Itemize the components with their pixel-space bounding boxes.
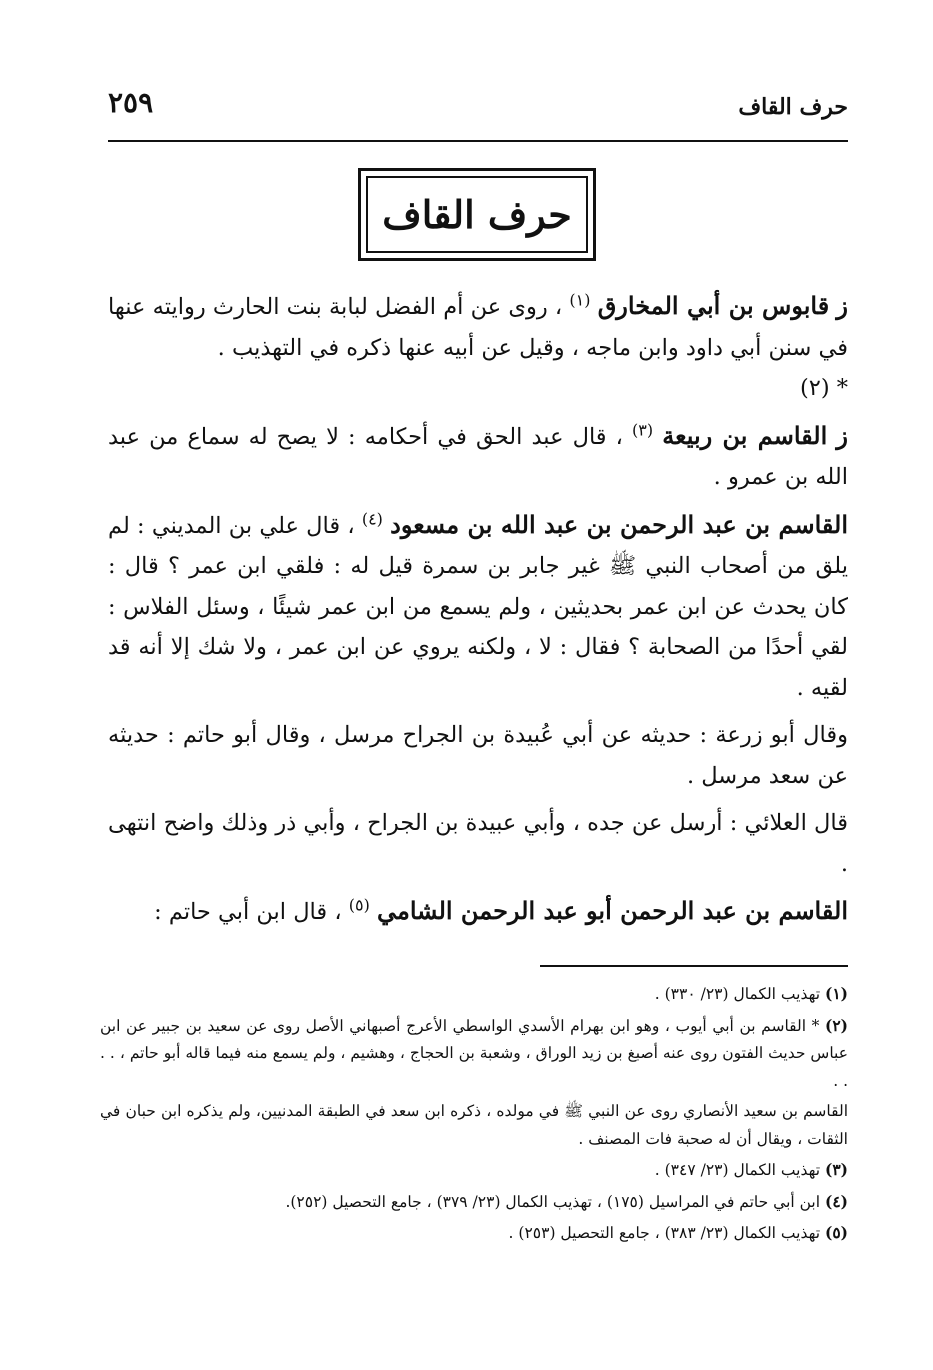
footnote-number: (٥) xyxy=(824,1223,848,1242)
paragraph-alaai xyxy=(108,803,848,884)
entry-text: قال العلائي : أرسل عن جده ، وأبي عبيدة بن الجراح ، وأبي ذر وذلك واضح انتهى . xyxy=(108,810,848,877)
entry-text: ، قال عبد الحق في أحكامه : لا يصح له سماع من عبد الله بن عمرو . xyxy=(108,423,848,490)
entry-qabus xyxy=(108,286,848,409)
entry-head: القاسم بن عبد الرحمن أبو عبد الرحمن الشامي xyxy=(377,896,848,925)
entry-qasim-shami xyxy=(108,891,848,933)
main-text xyxy=(108,286,848,940)
footnote-text: تهذيب الكمال (٢٣/ ٣٨٣) ، جامع التحصيل (٢٥٣) . xyxy=(508,1224,821,1242)
chapter-title: حرف القاف xyxy=(366,176,588,253)
footnote-number: (٢) xyxy=(824,1015,848,1035)
footnote-ref: (٣) xyxy=(632,420,654,439)
footnote xyxy=(100,1098,848,1153)
footnote xyxy=(100,1012,848,1096)
chapter-title-frame xyxy=(358,168,596,261)
footnote xyxy=(100,980,848,1009)
footnote-text: تهذيب الكمال (٢٣/ ٣٣٠) . xyxy=(654,985,821,1003)
entry-head: قابوس بن أبي المخارق xyxy=(597,291,830,320)
footnote xyxy=(100,1156,848,1185)
running-title: حرف القاف xyxy=(738,94,848,120)
footnote-ref-star: * (٢) xyxy=(799,375,848,401)
entry-qasim-rabia xyxy=(108,416,848,498)
entry-head: القاسم بن ربيعة xyxy=(662,420,828,450)
footnotes xyxy=(100,980,848,1251)
footnote-number: (٤) xyxy=(824,1191,848,1211)
page-header xyxy=(108,86,848,136)
entry-head: القاسم بن عبد الرحمن بن عبد الله بن مسعود xyxy=(390,509,849,539)
footnote-ref: (٥) xyxy=(348,895,370,915)
entry-prefix: ز xyxy=(836,420,848,450)
footnote-ref: (١) xyxy=(569,290,591,310)
footnote-number: (٣) xyxy=(824,1160,848,1179)
entry-text: ، روى عن أم الفضل لبابة بنت الحارث روايته عنها في سنن أبي داود وابن ماجه ، وقيل عن أبيه عنها ذكره في التهذيب . xyxy=(108,294,848,361)
footnote-number: (١) xyxy=(824,984,848,1003)
footnote-ref: (٤) xyxy=(361,509,383,528)
header-rule xyxy=(108,140,848,142)
entry-text: وقال أبو زرعة : حديثه عن أبي عُبيدة بن الجراح مرسل ، وقال أبو حاتم : حديثه عن سعد مرسل . xyxy=(108,722,848,789)
footnote-separator xyxy=(540,965,848,967)
footnote-text: ابن أبي حاتم في المراسيل (١٧٥) ، تهذيب الكمال (٢٣/ ٣٧٩) ، جامع التحصيل (٢٥٢). xyxy=(285,1192,821,1211)
entry-text: ، قال علي بن المديني : لم يلق من أصحاب النبي ﷺ غير جابر بن سمرة قيل له : فلقي ابن عمر ؟ قال : كان يحدث عن ابن عمر بحديثين ، ولم يسمع من ابن عمر شيئًا ، وسئل الفلاس : لقي أحدًا من الصحابة ؟ فقال : لا ، ولكنه يروي عن ابن عمر ، ولا شك إلا أنه قد لقيه . xyxy=(108,512,848,701)
entry-prefix: ز xyxy=(836,291,849,320)
footnote xyxy=(100,1188,848,1217)
entry-text: ، قال ابن أبي حاتم : xyxy=(154,899,342,925)
entry-qasim-masud xyxy=(108,505,848,709)
footnote-text: * القاسم بن أبي أيوب ، وهو ابن بهرام الأسدي الواسطي الأعرج أصبهاني الأصل روى عن سعيد بن جبير عن ابن عباس حديث الفتون روى عنه أصبغ بن زيد الوراق ، وشعبة بن الحجاج ، وهشيم ، ولم يسمع منه فيما قاله أبو حاتم ، . . . . xyxy=(100,1016,848,1090)
footnote xyxy=(100,1219,848,1248)
footnote-text: القاسم بن سعيد الأنصاري روى عن النبي ﷺ في مولده ، ذكره ابن سعد في الطبقة المدنيين، ولم يذكره ابن حبان في الثقات ، ويقال أن له صحبة فات المصنف . xyxy=(100,1102,848,1148)
page-number: ٢٥٩ xyxy=(108,86,154,119)
footnote-text: تهذيب الكمال (٢٣/ ٣٤٧) . xyxy=(654,1161,821,1179)
paragraph-abu-zura xyxy=(108,715,848,796)
